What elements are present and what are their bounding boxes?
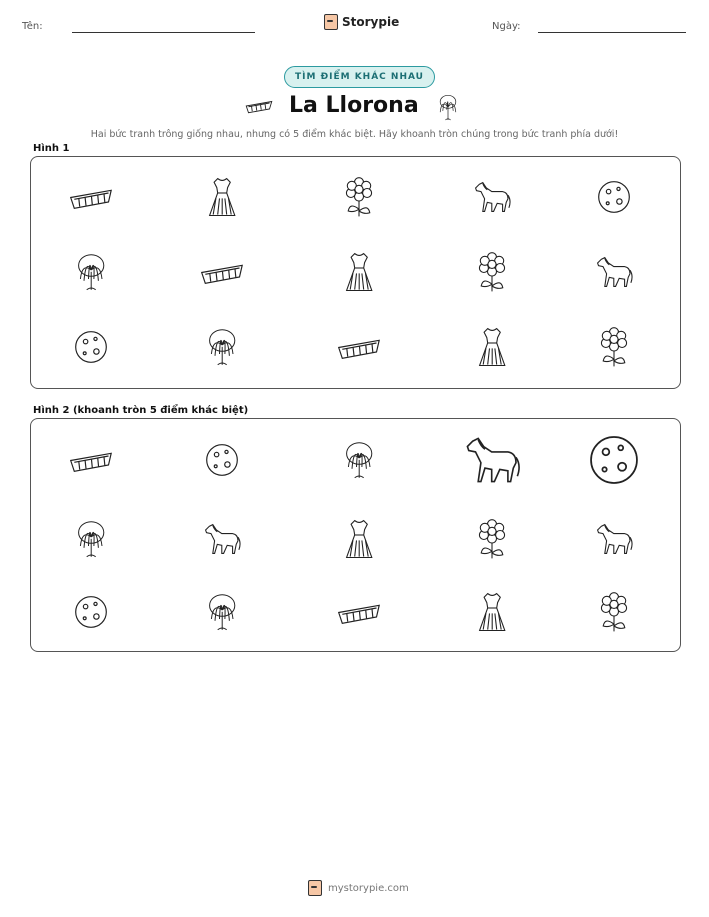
picture2-flower-icon[interactable] bbox=[596, 590, 632, 633]
page-title: La Llorona bbox=[289, 93, 419, 118]
name-field[interactable] bbox=[72, 32, 255, 33]
picture1-label: Hình 1 bbox=[33, 143, 70, 154]
picture2-panel[interactable] bbox=[30, 418, 681, 652]
picture1-dress-icon bbox=[476, 325, 508, 368]
brand-logo bbox=[324, 14, 399, 30]
date-field[interactable] bbox=[538, 32, 686, 33]
picture2-moon-icon[interactable] bbox=[204, 442, 240, 478]
instructions: Hai bức tranh trông giống nhau, nhưng có 5 điểm khác biệt. Hãy khoanh tròn chúng trong bức tranh phía dưới! bbox=[90, 129, 619, 140]
picture1-flower-icon bbox=[596, 325, 632, 368]
picture1-boat-icon bbox=[336, 334, 383, 361]
picture2-willow-icon[interactable] bbox=[343, 440, 375, 480]
name-label: Tên: bbox=[22, 21, 43, 32]
footer bbox=[308, 880, 409, 896]
worksheet-type-badge: TÌM ĐIỂM KHÁC NHAU bbox=[284, 66, 435, 88]
picture1-flower-icon bbox=[341, 175, 377, 218]
picture1-moon-icon bbox=[73, 329, 109, 365]
picture1-moon-icon bbox=[596, 179, 632, 215]
date-label: Ngày: bbox=[492, 21, 521, 32]
picture2-horse-icon[interactable] bbox=[202, 521, 242, 557]
picture2-boat-icon[interactable] bbox=[68, 447, 115, 474]
picture2-dress-icon[interactable] bbox=[476, 590, 508, 633]
storypie-footer-icon bbox=[308, 880, 322, 896]
picture1-boat-icon bbox=[68, 184, 115, 211]
picture2-boat-icon[interactable] bbox=[336, 599, 383, 626]
picture1-willow-icon bbox=[206, 327, 238, 367]
picture1-horse-icon bbox=[594, 254, 634, 290]
boat-icon bbox=[244, 96, 274, 120]
picture2-dress-icon[interactable] bbox=[343, 517, 375, 560]
brand-name: Storypie bbox=[342, 15, 400, 29]
footer-url: mystorypie.com bbox=[328, 882, 409, 894]
picture1-flower-icon bbox=[474, 250, 510, 293]
picture2-willow-icon[interactable] bbox=[75, 519, 107, 559]
picture1-willow-icon bbox=[75, 252, 107, 292]
picture1-horse-icon bbox=[472, 179, 512, 215]
storypie-logo-icon bbox=[324, 14, 338, 30]
picture2-moon-icon[interactable] bbox=[587, 433, 641, 487]
picture2-horse-icon[interactable] bbox=[462, 433, 521, 487]
picture2-moon-icon[interactable] bbox=[73, 594, 109, 630]
picture2-horse-icon[interactable] bbox=[594, 521, 634, 557]
picture2-willow-icon[interactable] bbox=[206, 592, 238, 632]
picture1-dress-icon bbox=[206, 175, 238, 218]
willow-icon bbox=[435, 92, 461, 126]
picture1-boat-icon bbox=[199, 259, 246, 286]
picture2-flower-icon[interactable] bbox=[474, 517, 510, 560]
picture1-panel bbox=[30, 156, 681, 389]
picture1-dress-icon bbox=[343, 250, 375, 293]
picture2-label: Hình 2 (khoanh tròn 5 điểm khác biệt) bbox=[33, 405, 249, 416]
